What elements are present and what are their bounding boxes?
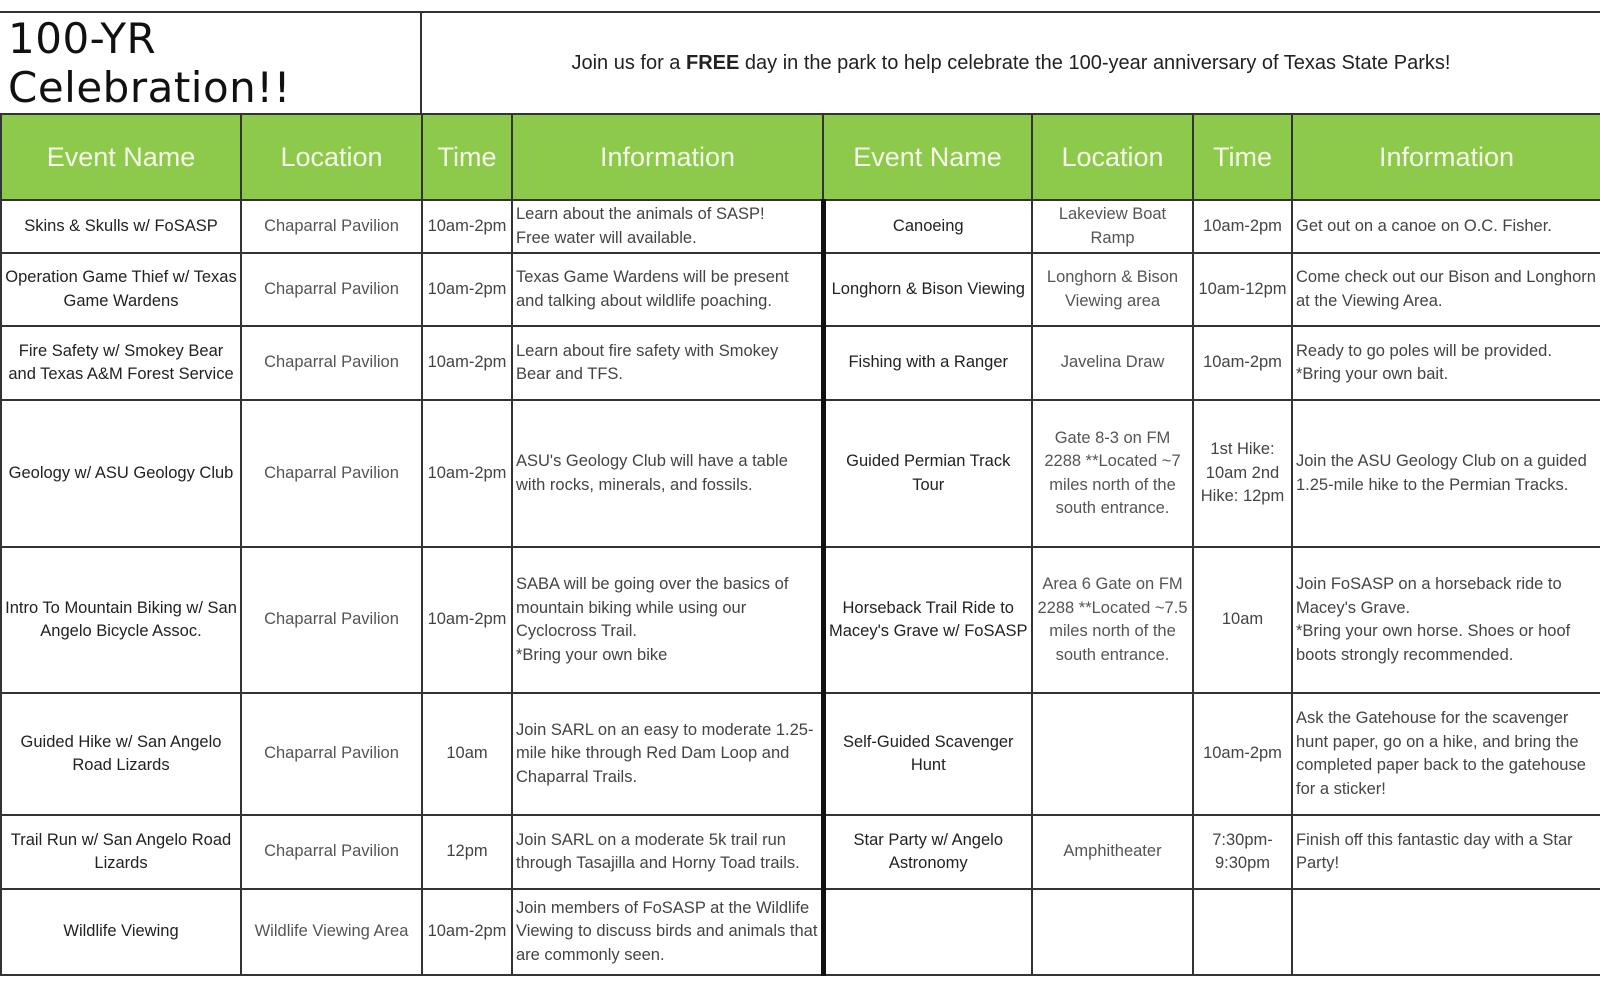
location-cell-left: Wildlife Viewing Area	[241, 889, 422, 975]
info-line: Free water will available.	[516, 228, 697, 247]
information-cell-left	[512, 889, 823, 975]
time-cell-right: 1st Hike: 10am 2nd Hike: 12pm	[1193, 400, 1292, 547]
subtitle	[571, 52, 1450, 75]
location-cell-right	[1032, 889, 1193, 975]
info-line: Learn about fire safety with Smokey Bear and TFS.	[516, 341, 779, 383]
info-line: Join SARL on a moderate 5k trail run through Tasajilla and Horny Toad trails.	[516, 830, 800, 872]
info-line: Get out on a canoe on O.C. Fisher.	[1296, 216, 1552, 235]
info-line: *Bring your own horse. Shoes or hoof boots strongly recommended.	[1296, 622, 1571, 664]
header-information-right: Information	[1292, 114, 1600, 200]
table-row	[1, 547, 1600, 693]
header-time-right: Time	[1193, 114, 1292, 200]
header-location: Location	[241, 114, 422, 200]
info-line: SABA will be going over the basics of mountain biking while using our Cyclocross Trail.	[516, 575, 789, 640]
event-name-cell-right: Guided Permian Track Tour	[823, 400, 1032, 547]
info-line: Ready to go poles will be provided.	[1296, 341, 1552, 360]
info-line: *Bring your own bike	[516, 645, 668, 664]
event-name-cell-left: Skins & Skulls w/ FoSASP	[1, 200, 241, 253]
title-row	[0, 11, 1600, 115]
time-cell-left: 10am-2pm	[422, 253, 512, 326]
info-line: ASU's Geology Club will have a table with rocks, minerals, and fossils.	[516, 452, 788, 494]
time-cell-right	[1193, 889, 1292, 975]
event-name-cell-right: Horseback Trail Ride to Macey's Grave w/ FoSASP	[823, 547, 1032, 693]
header-event-name: Event Name	[1, 114, 241, 200]
information-cell-right	[1292, 889, 1600, 975]
table-row	[1, 200, 1600, 253]
time-cell-right: 7:30pm-9:30pm	[1193, 815, 1292, 889]
location-cell-left: Chaparral Pavilion	[241, 693, 422, 815]
time-cell-right: 10am	[1193, 547, 1292, 693]
event-name-cell-left: Wildlife Viewing	[1, 889, 241, 975]
table-row	[1, 889, 1600, 975]
table-row	[1, 253, 1600, 326]
information-cell-right	[1292, 253, 1600, 326]
info-line: Texas Game Wardens will be present and talking about wildlife poaching.	[516, 268, 789, 310]
header-time: Time	[422, 114, 512, 200]
time-cell-right: 10am-2pm	[1193, 693, 1292, 815]
information-cell-left	[512, 815, 823, 889]
subtitle-cell	[422, 13, 1600, 113]
subtitle-text-after: day in the park to help celebrate the 100-year anniversary of Texas State Parks!	[739, 51, 1451, 74]
event-name-cell-right	[823, 889, 1032, 975]
info-line: *Bring your own bait.	[1296, 365, 1449, 383]
time-cell-left: 10am	[422, 693, 512, 815]
information-cell-left	[512, 693, 823, 815]
event-name-cell-right: Self-Guided Scavenger Hunt	[823, 693, 1032, 815]
location-cell-left: Chaparral Pavilion	[241, 253, 422, 326]
info-line: Join FoSASP on a horseback ride to Macey's Grave.	[1296, 575, 1562, 617]
title-cell	[0, 13, 422, 113]
time-cell-right: 10am-12pm	[1193, 253, 1292, 326]
information-cell-right	[1292, 326, 1600, 400]
event-name-cell-left: Guided Hike w/ San Angelo Road Lizards	[1, 693, 241, 815]
header-event-name-right: Event Name	[823, 114, 1032, 200]
information-cell-left	[512, 400, 823, 547]
subtitle-free-emphasis: FREE	[686, 51, 740, 74]
information-cell-left	[512, 326, 823, 400]
information-cell-right	[1292, 200, 1600, 253]
table-row	[1, 693, 1600, 815]
location-cell-right: Area 6 Gate on FM 2288 **Located ~7.5 miles north of the south entrance.	[1032, 547, 1193, 693]
time-cell-left: 10am-2pm	[422, 400, 512, 547]
location-cell-left: Chaparral Pavilion	[241, 547, 422, 693]
info-line: Come check out our Bison and Longhorn at the Viewing Area.	[1296, 268, 1596, 310]
time-cell-left: 12pm	[422, 815, 512, 889]
event-name-cell-right: Star Party w/ Angelo Astronomy	[823, 815, 1032, 889]
location-cell-right: Longhorn & Bison Viewing area	[1032, 253, 1193, 326]
info-line: Learn about the animals of SASP!	[516, 205, 765, 223]
table-row	[1, 326, 1600, 400]
information-cell-left	[512, 547, 823, 693]
time-cell-left: 10am-2pm	[422, 326, 512, 400]
location-cell-right: Amphitheater	[1032, 815, 1193, 889]
event-name-cell-left: Fire Safety w/ Smokey Bear and Texas A&M Forest Service	[1, 326, 241, 400]
location-cell-left: Chaparral Pavilion	[241, 326, 422, 400]
events-table	[0, 113, 1600, 976]
table-row	[1, 815, 1600, 889]
time-cell-left: 10am-2pm	[422, 889, 512, 975]
subtitle-text-before: Join us for a	[571, 51, 686, 74]
information-cell-left	[512, 200, 823, 253]
event-name-cell-left: Geology w/ ASU Geology Club	[1, 400, 241, 547]
location-cell-right	[1032, 693, 1193, 815]
information-cell-right	[1292, 400, 1600, 547]
event-name-cell-left: Trail Run w/ San Angelo Road Lizards	[1, 815, 241, 889]
info-line: Join SARL on an easy to moderate 1.25-mile hike through Red Dam Loop and Chaparral Trails.	[516, 720, 814, 786]
time-cell-left: 10am-2pm	[422, 200, 512, 253]
info-line: Join members of FoSASP at the Wildlife Viewing to discuss birds and animals that are commonly seen.	[516, 898, 818, 964]
info-line: Ask the Gatehouse for the scavenger hunt paper, go on a hike, and bring the completed paper back to the gatehouse for a sticker!	[1296, 709, 1586, 798]
time-cell-left: 10am-2pm	[422, 547, 512, 693]
information-cell-right	[1292, 693, 1600, 815]
event-name-cell-right: Canoeing	[823, 200, 1032, 253]
location-cell-right: Gate 8-3 on FM 2288 **Located ~7 miles north of the south entrance.	[1032, 400, 1193, 547]
event-name-cell-right: Longhorn & Bison Viewing	[823, 253, 1032, 326]
header-information: Information	[512, 114, 823, 200]
info-line: Finish off this fantastic day with a Star Party!	[1296, 830, 1573, 872]
location-cell-left: Chaparral Pavilion	[241, 815, 422, 889]
information-cell-right	[1292, 815, 1600, 889]
page-title: 100-YR Celebration!!	[8, 14, 291, 112]
time-cell-right: 10am-2pm	[1193, 326, 1292, 400]
header-location-right: Location	[1032, 114, 1193, 200]
event-name-cell-left: Intro To Mountain Biking w/ San Angelo Bicycle Assoc.	[1, 547, 241, 693]
table-row	[1, 400, 1600, 547]
location-cell-left: Chaparral Pavilion	[241, 400, 422, 547]
location-cell-right: Javelina Draw	[1032, 326, 1193, 400]
information-cell-right	[1292, 547, 1600, 693]
location-cell-left: Chaparral Pavilion	[241, 200, 422, 253]
time-cell-right: 10am-2pm	[1193, 200, 1292, 253]
information-cell-left	[512, 253, 823, 326]
header-row	[1, 114, 1600, 200]
event-name-cell-right: Fishing with a Ranger	[823, 326, 1032, 400]
info-line: Join the ASU Geology Club on a guided 1.25-mile hike to the Permian Tracks.	[1296, 452, 1587, 494]
location-cell-right: Lakeview Boat Ramp	[1032, 200, 1193, 253]
event-name-cell-left: Operation Game Thief w/ Texas Game Wardens	[1, 253, 241, 326]
